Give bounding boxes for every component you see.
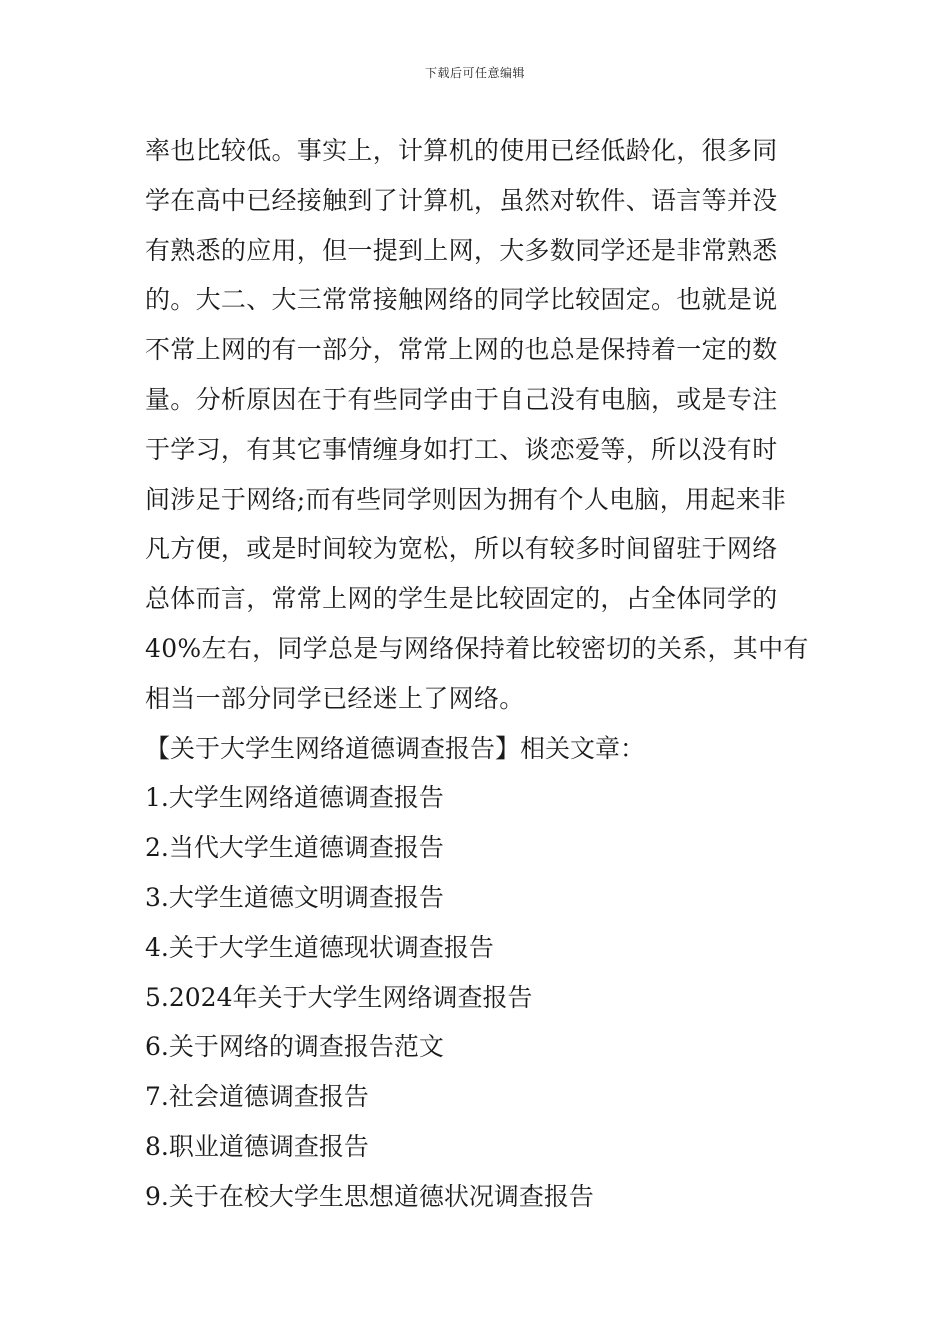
related-article-link[interactable]: 5.2024年关于大学生网络调查报告: [145, 982, 533, 1012]
related-article-link[interactable]: 6.关于网络的调查报告范文: [145, 1032, 444, 1062]
related-article-link[interactable]: 9.关于在校大学生思想道德状况调查报告: [145, 1181, 594, 1211]
paragraph-line: 总体而言，常常上网的学生是比较固定的，占全体同学的: [145, 584, 778, 614]
related-article-link[interactable]: 7.社会道德调查报告: [145, 1082, 369, 1112]
related-articles-list: [145, 773, 813, 1221]
related-article-link[interactable]: 1.大学生网络道德调查报告: [145, 783, 444, 813]
paragraph-line: 间涉足于网络;而有些同学则因为拥有个人电脑，用起来非: [145, 484, 787, 514]
paragraph-line: 的。大二、大三常常接触网络的同学比较固定。也就是说: [145, 285, 778, 315]
related-article-link[interactable]: 2.当代大学生道德调查报告: [145, 833, 444, 863]
paragraph-line: 率也比较低。事实上，计算机的使用已经低龄化，很多同: [145, 136, 778, 165]
paragraph-line: 量。分析原因在于有些同学由于自己没有电脑，或是专注: [145, 384, 778, 414]
paragraph-line: 有熟悉的应用，但一提到上网，大多数同学还是非常熟悉: [145, 235, 778, 265]
paragraph-line: 40%左右，同学总是与网络保持着比较密切的关系，其中有: [145, 633, 809, 663]
related-article-link[interactable]: 3.大学生道德文明调查报告: [145, 882, 444, 912]
body-paragraph: [145, 126, 813, 724]
paragraph-line: 于学习，有其它事情缠身如打工、谈恋爱等，所以没有时: [145, 434, 778, 464]
paragraph-line: 不常上网的有一部分，常常上网的也总是保持着一定的数: [145, 335, 778, 365]
document-body: [145, 126, 813, 1222]
paragraph-line: 学在高中已经接触到了计算机，虽然对软件、语言等并没: [145, 185, 778, 215]
page-header: 下载后可任意编辑: [424, 66, 525, 80]
related-article-link[interactable]: 4.关于大学生道德现状调查报告: [145, 932, 494, 962]
related-article-link[interactable]: 8.职业道德调查报告: [145, 1131, 369, 1161]
related-articles-heading: 【关于大学生网络道德调查报告】相关文章：: [145, 733, 646, 763]
paragraph-line: 凡方便，或是时间较为宽松，所以有较多时间留驻于网络: [145, 534, 778, 564]
paragraph-line: 相当一部分同学已经迷上了网络。: [145, 683, 525, 713]
